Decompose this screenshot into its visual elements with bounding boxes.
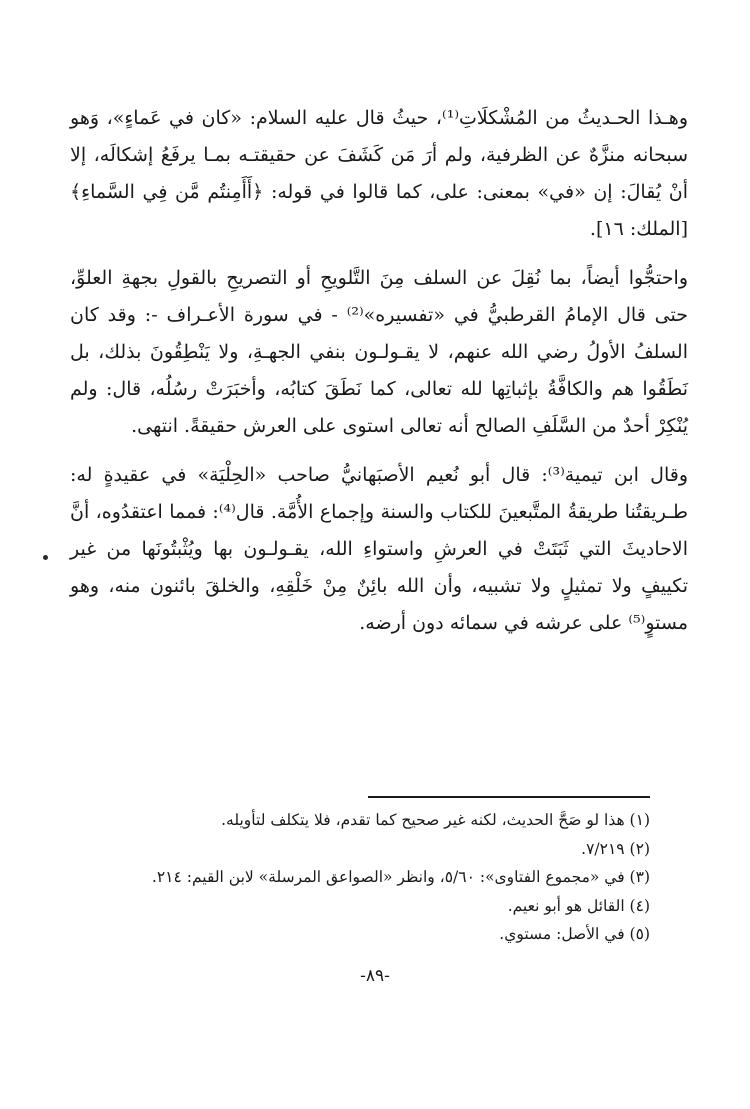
paragraph-2: واحتجُّوا أيضاً، بما نُقِلَ عن السلف مِنَ التَّلويحِ أو التصريحِ بالقولِ بجهةِ العلوِّ، حتى قال الإمامُ القرطبيُّ في «تفسيره»⁽²⁾ - في سورة الأعـراف -: وقد كان السلفُ الأولُ رضي الله عنهم، لا يقـولـون بنفي الجهـةِ، ولا يَنْطِقُونَ بذلك، بل نَطَقُوا هم والكافَّةُ بإثباتِها لله تعالى، كما نَطَقَ كتابُه، وأخبَرَتْ رسُلُه، قال: ولم يُنْكِرْ أحدٌ من السَّلَفِ الصالح أنه تعالى استوى على العرش حقيقةً. انتهى. (70, 267, 688, 437)
paragraph-3: وقال ابن تيمية⁽³⁾: قال أبو نُعيم الأصبَهانيُّ صاحب «الحِلْيَة» في عقيدةٍ له: طـريقتُنا طريقةُ المتَّبعينَ للكتاب والسنة وإجماع الأُمَّة. قال⁽⁴⁾: فمما اعتقدُوه، أنَّ الاحاديثَ التي ثَبَتَتْ في العرشِ واستواءِ الله، يقـولـون بها ويُثْبتُونَها من غير تكييفٍ ولا تمثيلٍ ولا تشبيه، وأن الله بائِنٌ مِنْ خَلْقِهِ، والخلقَ بائنون منه، وهو مستوٍ⁽⁵⁾ على عرشه في سمائه دون أرضه. (70, 464, 688, 634)
footnote-1: (١) هذا لو صَحَّ الحديث، لكنه غير صحيح كما تقدم، فلا يتكلف لتأويله. (221, 811, 650, 829)
footnote-2: (٢) ٧/٢١٩. (581, 839, 650, 858)
footnote-4: (٤) القائل هو أبو نعيم. (507, 896, 650, 915)
margin-dot (43, 555, 48, 560)
page-number: -٨٩- (360, 966, 390, 986)
main-text (70, 100, 688, 642)
footnote-5: (٥) في الأصل: مستوي. (499, 925, 650, 943)
footnotes (95, 806, 650, 949)
footnote-3: (٣) في «مجموع الفتاوى»: ٥/٦٠، وانظر «الصواعق المرسلة» لابن القيم: ٢١٤. (151, 868, 650, 886)
paragraph-1: وهـذا الحـديثُ من المُشْكلَاتِ⁽¹⁾، حيثُ قال عليه السلام: «كان في عَماءٍ»، وَهو سبحانه منزَّهٌ عن الظرفية، ولم أرَ مَن كَشَفَ عن حقيقتـه بمـا يرفَعُ إشكالَه، إلا أنْ يُقالَ: إن «في» بمعنى: على، كما قالوا في قوله: ﴿أَأَمِنتُم مَّن فِي السَّماءِ﴾[الملك: ١٦]. (70, 107, 688, 240)
footnote-separator (368, 796, 650, 798)
